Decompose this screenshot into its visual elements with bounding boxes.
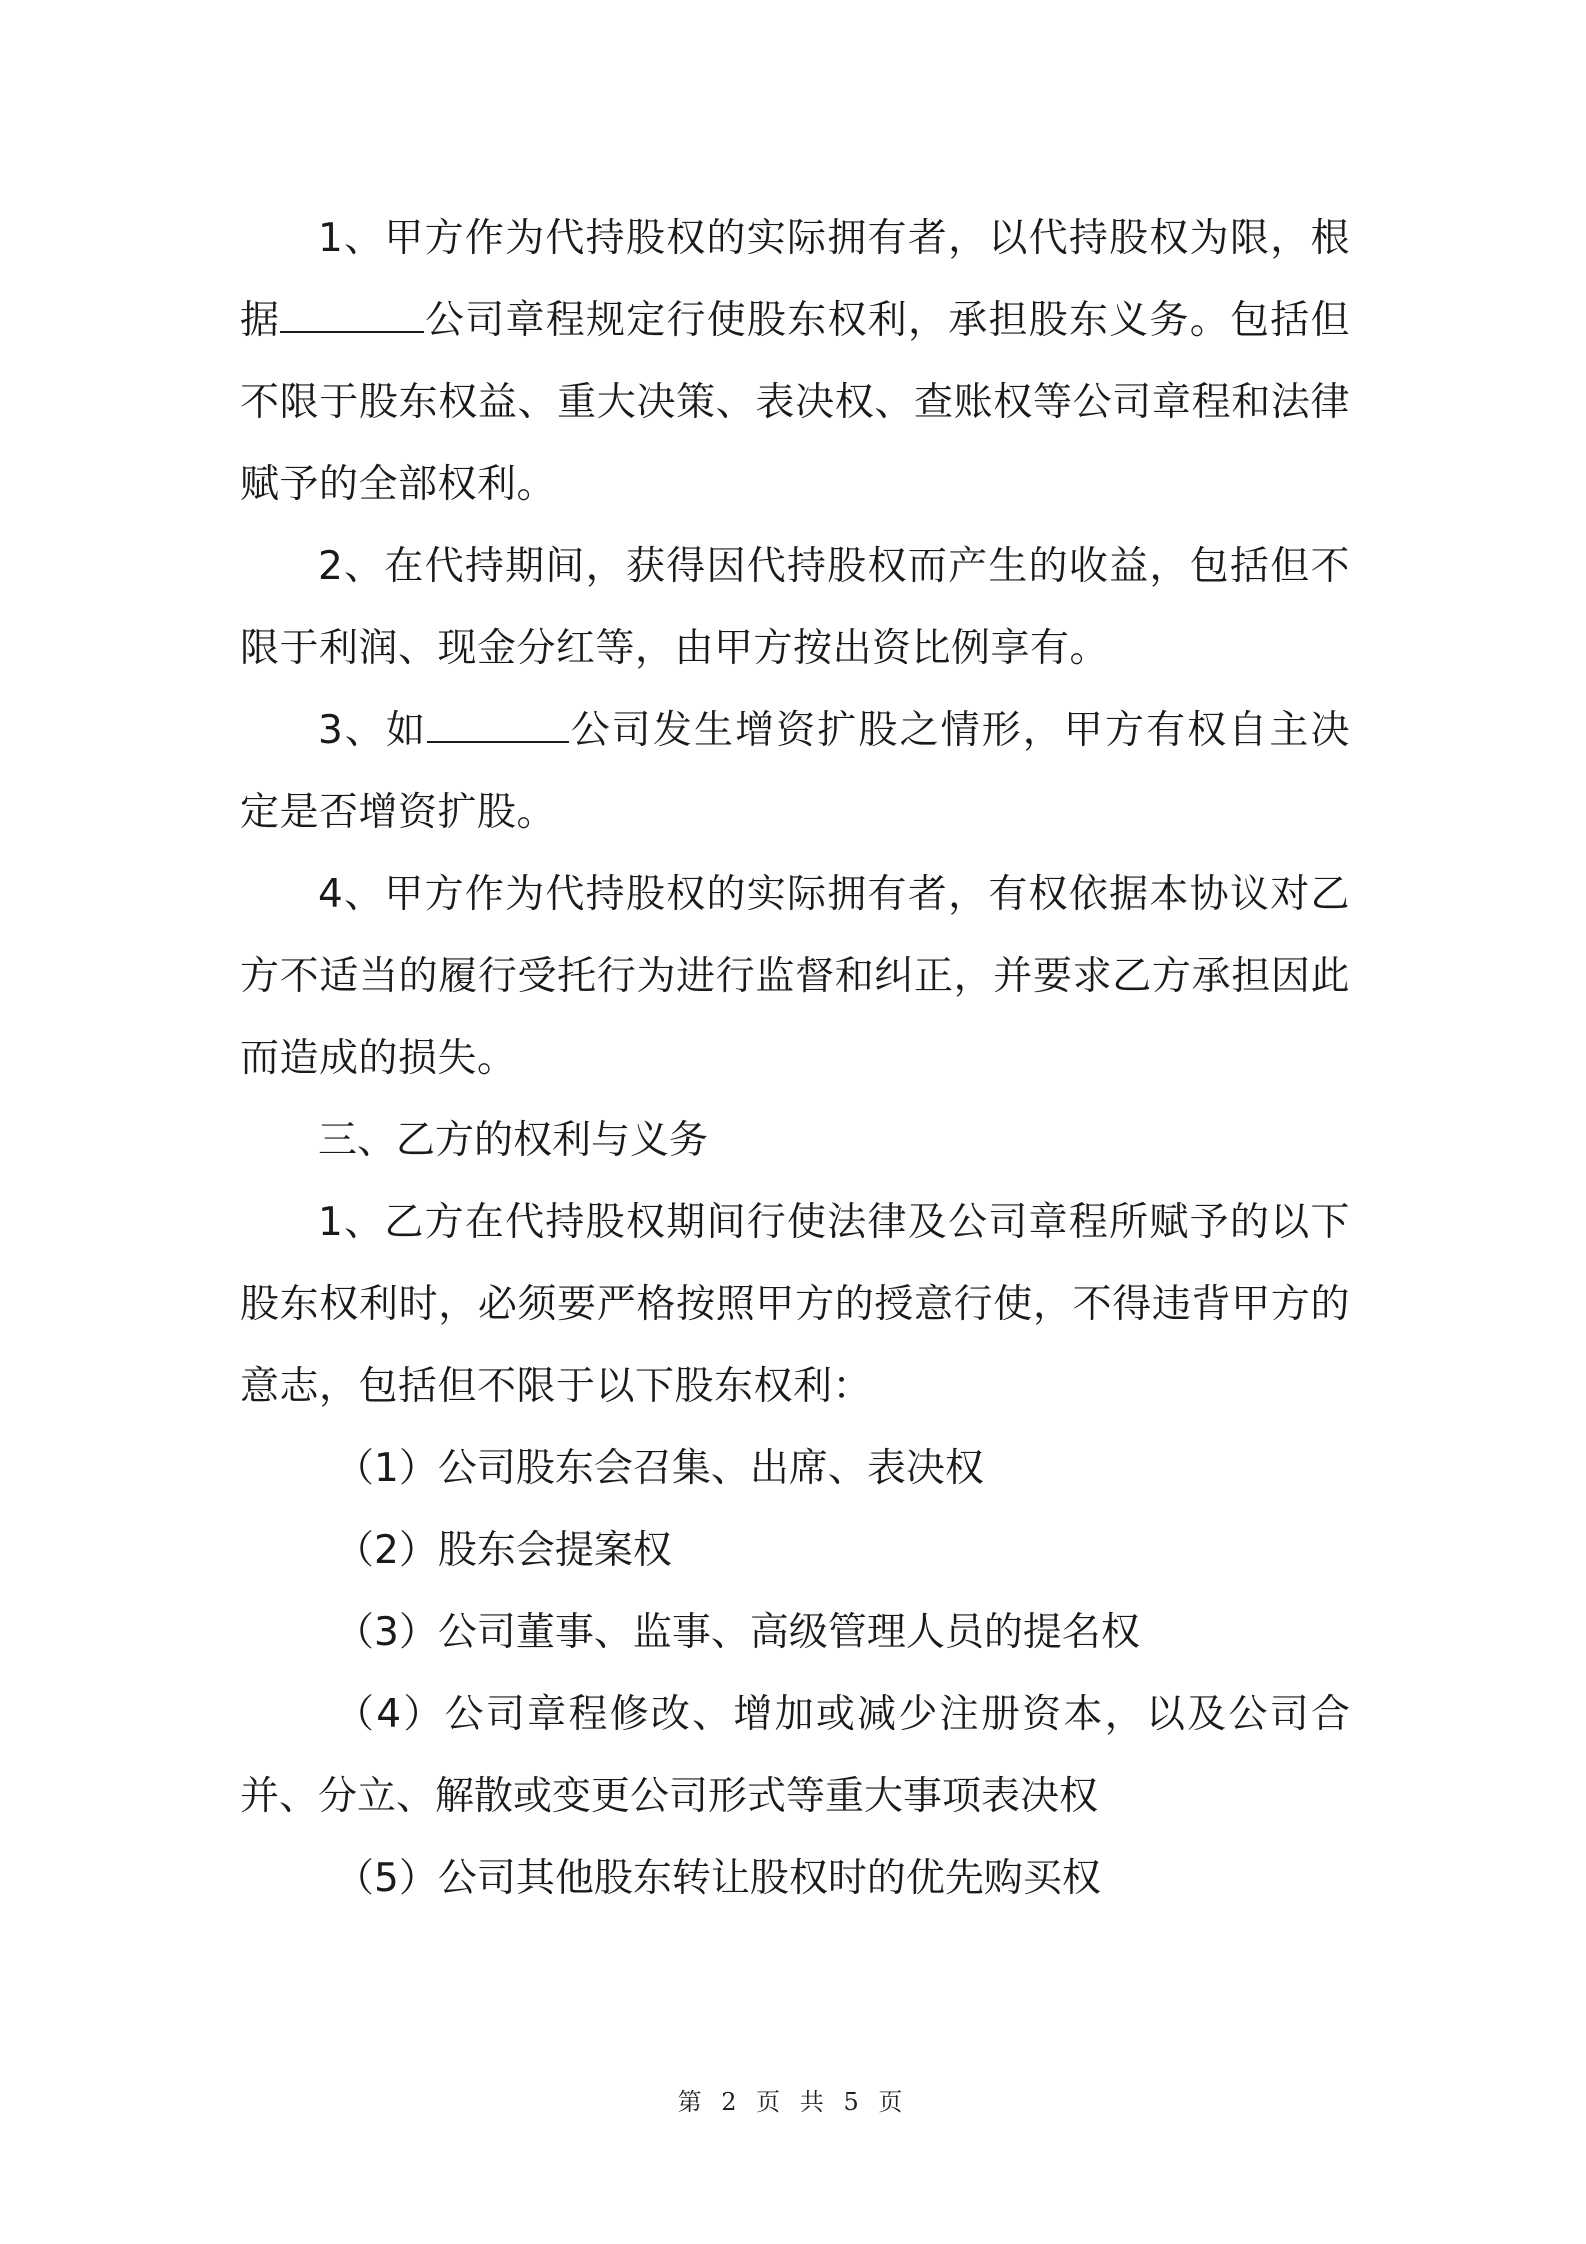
paragraph-1 bbox=[240, 198, 1350, 526]
paragraph-2: 2、在代持期间，获得因代持股权而产生的收益，包括但不限于利润、现金分红等，由甲方按出资比例享有。 bbox=[240, 544, 1350, 671]
paragraph-3-text-b: 公司发生增资扩股之情形，甲方有权自主决定是否增资扩股。 bbox=[240, 708, 1350, 835]
section-3-paragraph-1: 1、乙方在代持股权期间行使法律及公司章程所赋予的以下股东权利时，必须要严格按照甲方的授意行使，不得违背甲方的意志，包括但不限于以下股东权利： bbox=[240, 1200, 1350, 1409]
list-item: （3）公司董事、监事、高级管理人员的提名权 bbox=[335, 1610, 1140, 1655]
fill-in-blank bbox=[280, 297, 352, 333]
fill-in-blank bbox=[352, 297, 424, 333]
list-item: （5）公司其他股东转让股权时的优先购买权 bbox=[335, 1856, 1101, 1901]
paragraph-3 bbox=[240, 690, 1350, 854]
page-number-footer: 第 2 页 共 5 页 bbox=[677, 2088, 909, 2116]
document-body bbox=[240, 198, 1350, 1920]
paragraph-1-text-a: 1、甲方作为代持股权的实际拥有者，以代持股权为限，根据 bbox=[240, 216, 1350, 343]
paragraph-3-text-a: 3、如 bbox=[318, 708, 428, 753]
list-item: （4）公司章程修改、增加或减少注册资本，以及公司合并、分立、解散或变更公司形式等重大事项表决权 bbox=[240, 1692, 1350, 1819]
fill-in-blank bbox=[427, 707, 569, 743]
paragraph-1-text-b: 公司章程规定行使股东权利，承担股东义务。包括但不限于股东权益、重大决策、表决权、查账权等公司章程和法律赋予的全部权利。 bbox=[240, 298, 1350, 507]
list-item: （1）公司股东会召集、出席、表决权 bbox=[335, 1446, 984, 1491]
section-heading: 三、乙方的权利与义务 bbox=[318, 1118, 709, 1163]
paragraph-4: 4、甲方作为代持股权的实际拥有者，有权依据本协议对乙方不适当的履行受托行为进行监督和纠正，并要求乙方承担因此而造成的损失。 bbox=[240, 872, 1350, 1081]
list-item: （2）股东会提案权 bbox=[335, 1528, 672, 1573]
